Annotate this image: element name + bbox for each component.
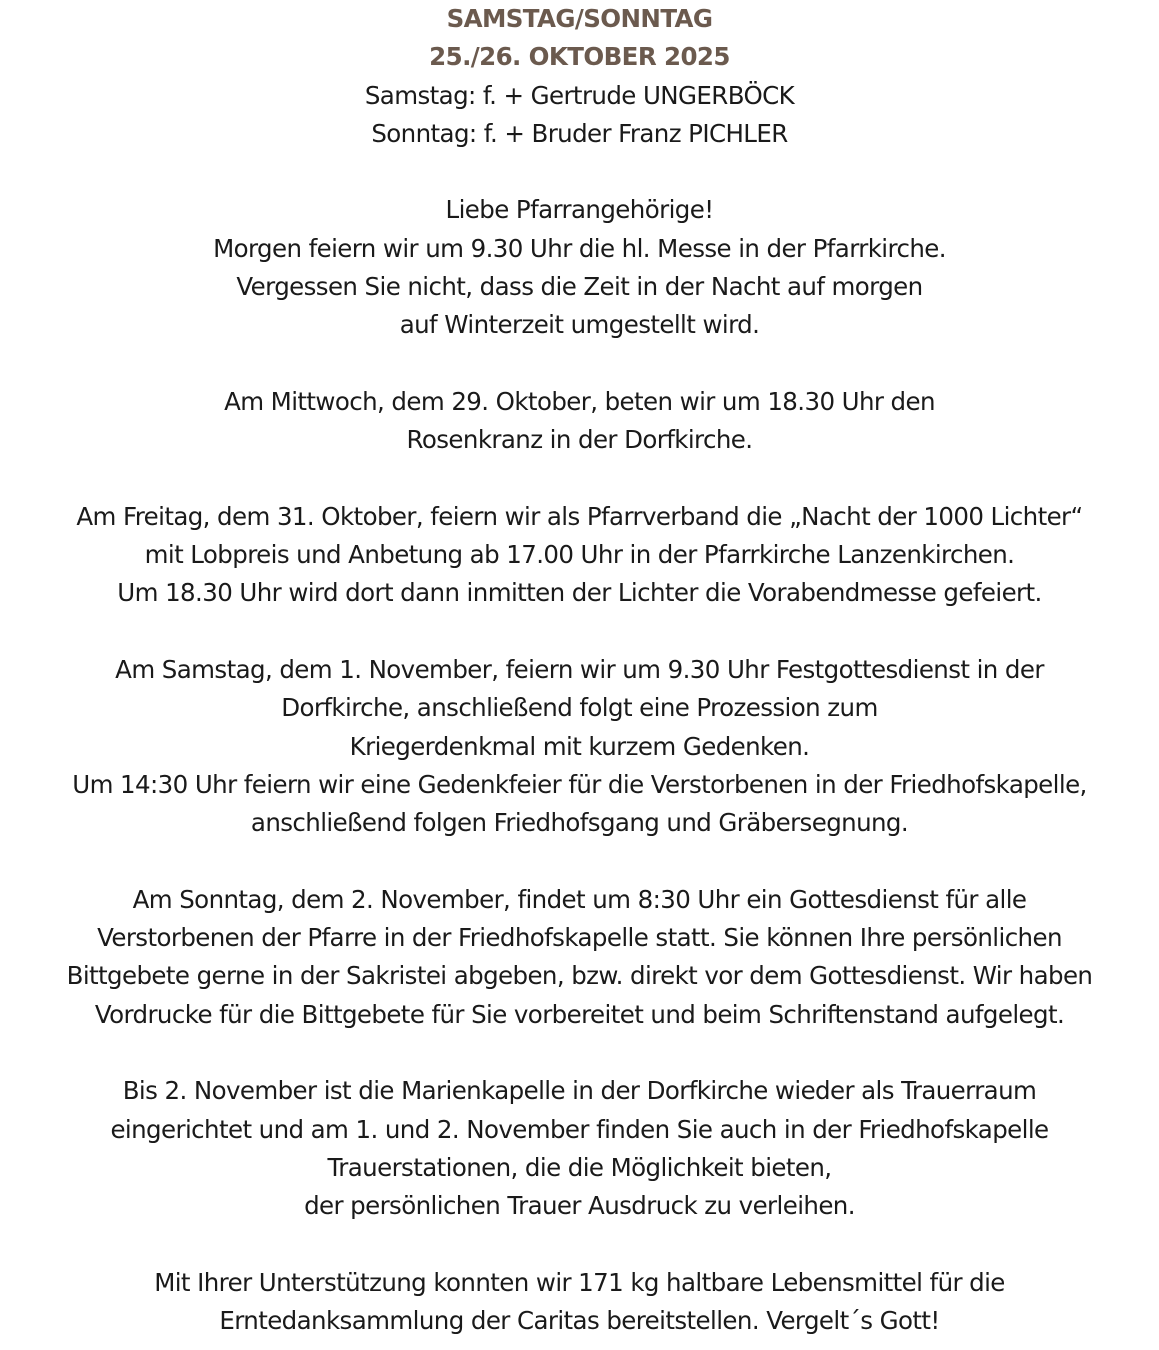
paragraph-line: Mit Ihrer Unterstützung konnten wir 171 kg haltbare Lebensmittel für die [154, 1267, 1005, 1297]
paragraph-line: der persönlichen Trauer Ausdruck zu verleihen. [304, 1191, 855, 1221]
paragraph-line: Bis 2. November ist die Marienkapelle in der Dorfkirche wieder als Trauerraum [122, 1076, 1037, 1106]
paragraph-line: Am Mittwoch, dem 29. Oktober, beten wir um 18.30 Uhr den [224, 386, 935, 416]
paragraph-line: Kriegerdenkmal mit kurzem Gedenken. [349, 731, 810, 761]
paragraph-line: Verstorbenen der Pfarre in der Friedhofskapelle statt. Sie können Ihre persönlichen [97, 923, 1062, 953]
paragraph-line: mit Lobpreis und Anbetung ab 17.00 Uhr in der Pfarrkirche Lanzenkirchen. [144, 540, 1015, 570]
paragraph-greeting [0, 191, 1159, 344]
paragraph-mourning-room [0, 1072, 1159, 1225]
spacer [0, 613, 1159, 651]
paragraph-line: Morgen feiern wir um 9.30 Uhr die hl. Messe in der Pfarrkirche. [213, 233, 946, 263]
paragraph-all-souls [0, 881, 1159, 1034]
paragraph-line: Am Freitag, dem 31. Oktober, feiern wir als Pfarrverband die „Nacht der 1000 Lichter“ [76, 501, 1083, 531]
spacer [0, 1226, 1159, 1264]
paragraph-lights-night [0, 498, 1159, 613]
spacer [0, 153, 1159, 191]
paragraph-line: anschließend folgen Friedhofsgang und Gräbersegnung. [250, 808, 909, 838]
paragraph-line: Dorfkirche, anschließend folgt eine Prozession zum [281, 693, 878, 723]
paragraph-line: eingerichtet und am 1. und 2. November finden Sie auch in der Friedhofskapelle [110, 1114, 1049, 1144]
paragraph-rosary [0, 383, 1159, 460]
header-date-title: 25./26. OKTOBER 2025 [429, 42, 730, 72]
paragraph-line: Erntedanksammlung der Caritas bereitstellen. Vergelt´s Gott! [219, 1306, 940, 1336]
paragraph-line: Am Sonntag, dem 2. November, findet um 8:30 Uhr ein Gottesdienst für alle [132, 884, 1027, 914]
paragraph-all-saints [0, 651, 1159, 842]
paragraph-line: Am Samstag, dem 1. November, feiern wir um 9.30 Uhr Festgottesdienst in der [115, 655, 1044, 685]
intention-sunday: Sonntag: f. + Bruder Franz PICHLER [371, 118, 788, 148]
spacer [0, 460, 1159, 498]
spacer [0, 345, 1159, 383]
header-day-title: SAMSTAG/SONNTAG [446, 4, 713, 33]
spacer [0, 843, 1159, 881]
paragraph-line: Bittgebete gerne in der Sakristei abgeben, bzw. direkt vor dem Gottesdienst. Wir haben [66, 961, 1093, 991]
paragraph-line: Um 14:30 Uhr feiern wir eine Gedenkfeier für die Verstorbenen in der Friedhofskapelle, [72, 769, 1087, 799]
paragraph-line: Vordrucke für die Bittgebete für Sie vorbereitet und beim Schriftenstand aufgelegt. [94, 999, 1065, 1029]
spacer [0, 1034, 1159, 1072]
paragraph-line: Rosenkranz in der Dorfkirche. [406, 425, 753, 455]
paragraph-line: auf Winterzeit umgestellt wird. [399, 310, 760, 340]
intention-saturday: Samstag: f. + Gertrude UNGERBÖCK [364, 80, 795, 110]
paragraph-line: Um 18.30 Uhr wird dort dann inmitten der Lichter die Vorabendmesse gefeiert. [117, 578, 1042, 608]
paragraph-caritas [0, 1264, 1159, 1341]
paragraph-line: Liebe Pfarrangehörige! [445, 195, 714, 225]
paragraph-line: Vergessen Sie nicht, dass die Zeit in der Nacht auf morgen [236, 272, 923, 302]
paragraph-line: Trauerstationen, die die Möglichkeit bieten, [327, 1152, 832, 1182]
